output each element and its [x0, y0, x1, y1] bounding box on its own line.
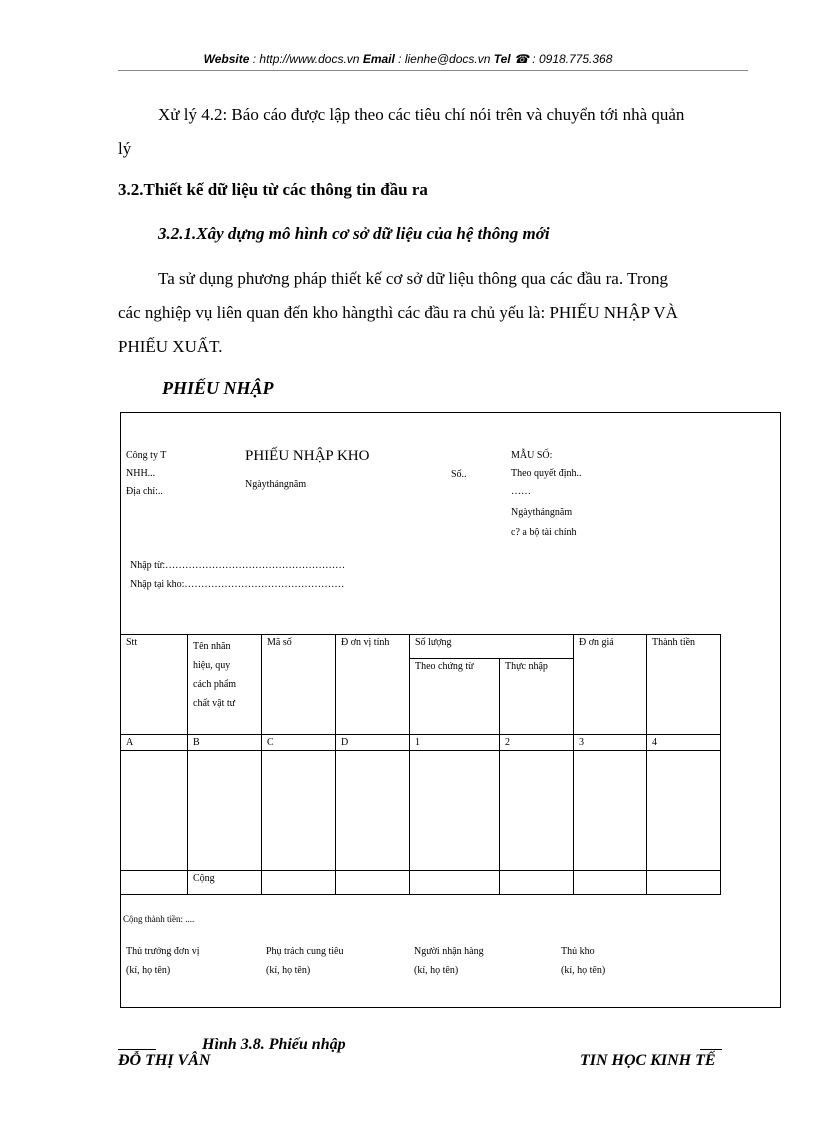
para2-line3: PHIẾU XUẤT.	[118, 337, 223, 356]
form-ministry: c? a bộ tài chính	[511, 527, 577, 538]
para1-line2: lý	[118, 139, 132, 158]
subsection-title: 3.2.1.Xây dựng mô hình cơ sở dữ liệu của hệ thông mới	[158, 224, 550, 243]
header-divider	[118, 70, 748, 71]
sign-note-3: (kí, họ tên)	[414, 965, 459, 976]
header-unit: Đ ơn vị tính	[336, 635, 410, 735]
header-unit-price: Đ ơn giá	[574, 635, 647, 735]
footer-department: TIN HỌC KINH TẾ	[580, 1052, 716, 1069]
col-label-2: 2	[500, 735, 574, 751]
website-label: Website	[203, 52, 250, 66]
footer-rule-left	[118, 1049, 156, 1050]
header-qty-real: Thực nhập	[500, 659, 574, 735]
form-number: Số..	[451, 469, 467, 480]
tel-label: Tel	[493, 52, 511, 66]
table-row	[121, 751, 721, 871]
website-value: : http://www.docs.vn	[252, 52, 360, 66]
sign-role-3: Người nhận hàng	[414, 946, 484, 957]
sign-note-4: (kí, họ tên)	[561, 965, 606, 976]
total-amount-line: Cộng thành tiền: ....	[123, 914, 195, 924]
section-title: 3.2.Thiết kế dữ liệu từ các thông tin đầu ra	[118, 180, 428, 199]
form-heading: PHIẾU NHẬP	[162, 378, 274, 398]
page-header	[0, 52, 816, 66]
company-address: Địa chỉ:..	[126, 486, 163, 497]
sign-role-1: Thủ trưởng đơn vị	[126, 946, 200, 957]
col-label-b: B	[188, 735, 262, 751]
header-item-name-4: chất vật tư	[193, 698, 236, 709]
col-label-c: C	[262, 735, 336, 751]
header-stt: Stt	[121, 635, 188, 735]
import-at: Nhập tại kho:…………………………………………	[130, 579, 345, 590]
phone-icon: ☎	[514, 52, 529, 66]
total-label: Cộng	[188, 871, 262, 895]
footer-rule-right	[700, 1049, 722, 1050]
email-value: : lienhe@docs.vn	[398, 52, 491, 66]
header-item-name-3: cách phẩm	[193, 679, 237, 690]
form-decision: Theo quyết định..	[511, 468, 582, 479]
para2-line1: Ta sử dụng phương pháp thiết kế cơ sở dữ liệu thông qua các đầu ra. Trong	[158, 269, 668, 288]
header-code: Mã số	[262, 635, 336, 735]
email-label: Email	[362, 52, 395, 66]
table-total-row	[121, 871, 721, 895]
header-amount: Thành tiền	[647, 635, 721, 735]
header-item-name	[188, 635, 262, 735]
col-label-d: D	[336, 735, 410, 751]
form-code-label: MẪU SỐ:	[511, 450, 553, 461]
import-from: Nhập từ:………………………………………………	[130, 560, 346, 571]
para2-line2: các nghiệp vụ liên quan đến kho hàngthì các đầu ra chủ yếu là: PHIẾU NHẬP VÀ	[118, 303, 678, 322]
sign-role-2: Phụ trách cung tiêu	[266, 946, 344, 957]
tel-value: : 0918.775.368	[532, 52, 613, 66]
header-qty-doc: Theo chứng từ	[410, 659, 500, 735]
company-line2: NHH...	[126, 468, 156, 479]
footer-author: ĐỖ THỊ VÂN	[118, 1052, 211, 1069]
header-quantity: Số lượng	[410, 635, 574, 659]
sign-note-2: (kí, họ tên)	[266, 965, 311, 976]
form-date2: Ngàythángnăm	[511, 507, 573, 518]
form-date: Ngàythángnăm	[245, 479, 307, 490]
para1-line1: Xử lý 4.2: Báo cáo được lập theo các tiêu chí nói trên và chuyển tới nhà quản	[158, 105, 685, 124]
col-label-4: 4	[647, 735, 721, 751]
header-item-name-2: hiệu, quy	[193, 660, 231, 671]
col-label-1: 1	[410, 735, 500, 751]
table-row	[121, 735, 721, 751]
sign-note-1: (kí, họ tên)	[126, 965, 171, 976]
sign-role-4: Thủ kho	[561, 946, 595, 957]
receipt-table	[120, 634, 721, 895]
form-title: PHIẾU NHẬP KHO	[245, 448, 370, 464]
col-label-3: 3	[574, 735, 647, 751]
header-item-name-1: Tên nhãn	[193, 641, 231, 652]
col-label-a: A	[121, 735, 188, 751]
company-line1: Công ty T	[126, 450, 167, 461]
figure-caption: Hình 3.8. Phiếu nhập	[202, 1036, 346, 1053]
form-dots: ……	[511, 486, 531, 497]
